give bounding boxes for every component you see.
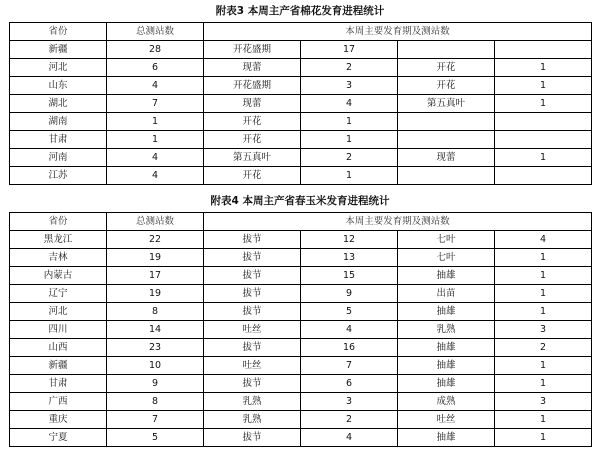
cell-total-stations: 19 <box>107 249 204 267</box>
cell-province: 宁夏 <box>10 429 107 447</box>
cell-total-stations: 8 <box>107 303 204 321</box>
cell-total-stations: 4 <box>107 77 204 95</box>
table-row <box>10 303 592 321</box>
table-row <box>10 375 592 393</box>
cell-stage-1: 拔节 <box>204 285 301 303</box>
cell-province: 山西 <box>10 339 107 357</box>
cell-count-1: 2 <box>301 149 398 167</box>
cell-count-1: 3 <box>301 77 398 95</box>
cell-stage-2: 抽雄 <box>398 339 495 357</box>
cell-count-1: 4 <box>301 321 398 339</box>
cell-stage-2 <box>398 131 495 149</box>
cell-province: 河南 <box>10 149 107 167</box>
table-row <box>10 267 592 285</box>
table-row <box>10 249 592 267</box>
cell-count-1: 4 <box>301 95 398 113</box>
cell-total-stations: 23 <box>107 339 204 357</box>
cell-stage-2: 抽雄 <box>398 267 495 285</box>
cell-stage-1: 现蕾 <box>204 95 301 113</box>
corn-table-title: 附表4 本周主产省春玉米发育进程统计 <box>210 195 390 207</box>
cell-stage-1: 拔节 <box>204 249 301 267</box>
cotton-table-title: 附表3 本周主产省棉花发育进程统计 <box>215 5 385 17</box>
cell-total-stations: 22 <box>107 231 204 249</box>
cell-count-1: 16 <box>301 339 398 357</box>
cell-stage-2: 出苗 <box>398 285 495 303</box>
cell-count-2 <box>495 167 592 185</box>
header-province: 省份 <box>10 23 107 41</box>
cell-province: 内蒙古 <box>10 267 107 285</box>
cell-stage-1: 拔节 <box>204 339 301 357</box>
cell-count-2: 1 <box>495 249 592 267</box>
cell-total-stations: 19 <box>107 285 204 303</box>
table-row <box>10 167 592 185</box>
cell-stage-2: 抽雄 <box>398 357 495 375</box>
cell-province: 四川 <box>10 321 107 339</box>
table-row <box>10 357 592 375</box>
cell-stage-1: 开花盛期 <box>204 77 301 95</box>
cell-stage-1: 乳熟 <box>204 411 301 429</box>
cell-count-2: 1 <box>495 267 592 285</box>
cell-stage-2: 成熟 <box>398 393 495 411</box>
cell-total-stations: 10 <box>107 357 204 375</box>
cell-province: 吉林 <box>10 249 107 267</box>
cell-count-2: 3 <box>495 393 592 411</box>
cell-province: 湖南 <box>10 113 107 131</box>
cell-stage-2: 乳熟 <box>398 321 495 339</box>
cell-count-2: 1 <box>495 357 592 375</box>
cell-count-2: 3 <box>495 321 592 339</box>
table-row <box>10 231 592 249</box>
cell-count-2 <box>495 113 592 131</box>
cell-total-stations: 9 <box>107 375 204 393</box>
cell-province: 河北 <box>10 59 107 77</box>
cell-total-stations: 14 <box>107 321 204 339</box>
table-header-row <box>10 213 592 231</box>
cell-stage-1: 拔节 <box>204 375 301 393</box>
table-row <box>10 149 592 167</box>
cell-count-2: 1 <box>495 303 592 321</box>
table-row <box>10 77 592 95</box>
cell-count-2: 1 <box>495 95 592 113</box>
cell-stage-2: 抽雄 <box>398 375 495 393</box>
cell-count-1: 15 <box>301 267 398 285</box>
cotton-progress-table <box>9 22 592 185</box>
cell-province: 湖北 <box>10 95 107 113</box>
cell-count-1: 9 <box>301 285 398 303</box>
cell-stage-1: 拔节 <box>204 303 301 321</box>
header-province: 省份 <box>10 213 107 231</box>
cell-total-stations: 8 <box>107 393 204 411</box>
cell-stage-2: 七叶 <box>398 231 495 249</box>
cell-total-stations: 4 <box>107 149 204 167</box>
cell-province: 甘肃 <box>10 131 107 149</box>
cell-stage-2: 开花 <box>398 59 495 77</box>
table-row <box>10 429 592 447</box>
cell-count-2: 1 <box>495 375 592 393</box>
cell-count-1: 2 <box>301 59 398 77</box>
cell-total-stations: 4 <box>107 167 204 185</box>
cell-province: 新疆 <box>10 41 107 59</box>
cell-stage-1: 吐丝 <box>204 321 301 339</box>
cell-count-2: 1 <box>495 411 592 429</box>
cell-stage-2: 抽雄 <box>398 303 495 321</box>
cell-stage-2 <box>398 41 495 59</box>
table-row <box>10 411 592 429</box>
cell-count-2: 1 <box>495 77 592 95</box>
cell-count-2: 1 <box>495 429 592 447</box>
cell-count-2 <box>495 131 592 149</box>
cell-count-1: 17 <box>301 41 398 59</box>
cell-stage-1: 第五真叶 <box>204 149 301 167</box>
cell-total-stations: 7 <box>107 95 204 113</box>
cell-stage-2: 开花 <box>398 77 495 95</box>
header-stages: 本周主要发育期及测站数 <box>204 213 592 231</box>
cell-count-1: 4 <box>301 429 398 447</box>
header-total-stations: 总测站数 <box>107 213 204 231</box>
cell-stage-1: 开花 <box>204 131 301 149</box>
cell-count-2: 2 <box>495 339 592 357</box>
cell-stage-2: 现蕾 <box>398 149 495 167</box>
cell-stage-2: 抽雄 <box>398 429 495 447</box>
table-row <box>10 59 592 77</box>
cell-stage-1: 现蕾 <box>204 59 301 77</box>
cell-total-stations: 1 <box>107 131 204 149</box>
header-total-stations: 总测站数 <box>107 23 204 41</box>
cell-total-stations: 6 <box>107 59 204 77</box>
cell-stage-2: 第五真叶 <box>398 95 495 113</box>
corn-table-body <box>10 213 592 447</box>
cell-count-1: 1 <box>301 167 398 185</box>
cell-province: 新疆 <box>10 357 107 375</box>
spring-corn-progress-table <box>9 212 592 447</box>
cell-count-2 <box>495 41 592 59</box>
cell-count-1: 12 <box>301 231 398 249</box>
cell-count-1: 3 <box>301 393 398 411</box>
cell-province: 辽宁 <box>10 285 107 303</box>
cell-stage-2: 吐丝 <box>398 411 495 429</box>
cell-province: 广西 <box>10 393 107 411</box>
table-header-row <box>10 23 592 41</box>
cell-count-1: 2 <box>301 411 398 429</box>
cell-total-stations: 7 <box>107 411 204 429</box>
cell-total-stations: 1 <box>107 113 204 131</box>
cell-stage-2: 七叶 <box>398 249 495 267</box>
cell-stage-1: 拔节 <box>204 267 301 285</box>
cell-count-1: 6 <box>301 375 398 393</box>
cell-province: 江苏 <box>10 167 107 185</box>
cell-count-1: 1 <box>301 131 398 149</box>
cell-count-1: 13 <box>301 249 398 267</box>
table-row <box>10 321 592 339</box>
cell-province: 黑龙江 <box>10 231 107 249</box>
table-row <box>10 41 592 59</box>
cell-stage-1: 开花 <box>204 167 301 185</box>
table-row <box>10 285 592 303</box>
cell-count-1: 7 <box>301 357 398 375</box>
cell-count-1: 1 <box>301 113 398 131</box>
table-row <box>10 131 592 149</box>
cell-count-1: 5 <box>301 303 398 321</box>
table-row <box>10 113 592 131</box>
table-row <box>10 393 592 411</box>
cell-count-2: 1 <box>495 149 592 167</box>
cell-stage-1: 拔节 <box>204 231 301 249</box>
cell-stage-1: 乳熟 <box>204 393 301 411</box>
cell-stage-2 <box>398 167 495 185</box>
header-stages: 本周主要发育期及测站数 <box>204 23 592 41</box>
cell-count-2: 1 <box>495 59 592 77</box>
cell-stage-1: 吐丝 <box>204 357 301 375</box>
cell-province: 重庆 <box>10 411 107 429</box>
cell-total-stations: 28 <box>107 41 204 59</box>
cell-count-2: 1 <box>495 285 592 303</box>
cell-stage-1: 开花盛期 <box>204 41 301 59</box>
cell-count-2: 4 <box>495 231 592 249</box>
cell-province: 河北 <box>10 303 107 321</box>
table-row <box>10 339 592 357</box>
cell-stage-1: 开花 <box>204 113 301 131</box>
table-row <box>10 95 592 113</box>
cell-total-stations: 5 <box>107 429 204 447</box>
cell-stage-2 <box>398 113 495 131</box>
cell-total-stations: 17 <box>107 267 204 285</box>
cell-province: 甘肃 <box>10 375 107 393</box>
cell-province: 山东 <box>10 77 107 95</box>
cell-stage-1: 拔节 <box>204 429 301 447</box>
cotton-table-body <box>10 23 592 185</box>
